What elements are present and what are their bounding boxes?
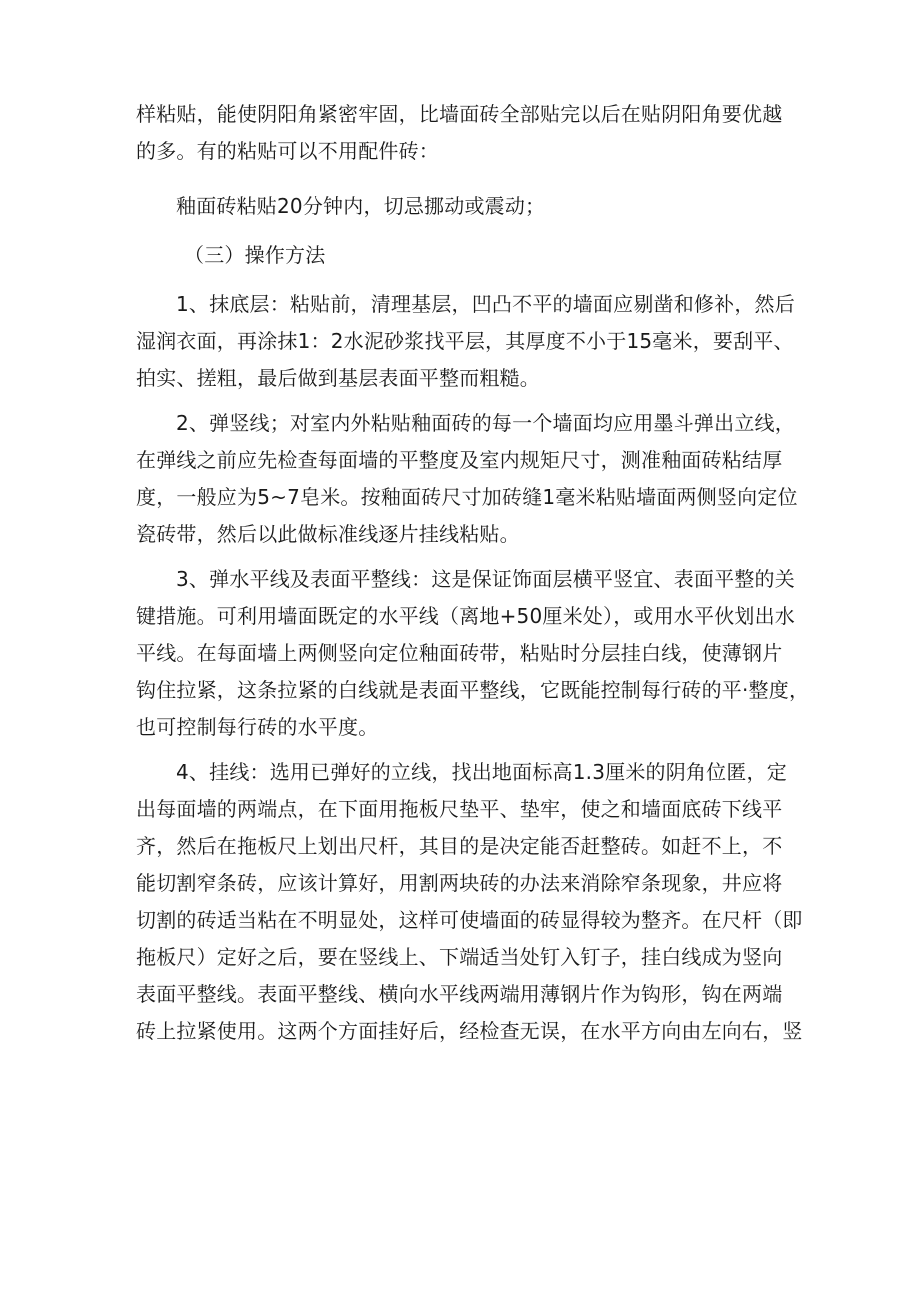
text-line: 齐，然后在拖板尺上划出尺杆，其目的是决定能否赶整砖。如赶不上，不 [136,834,783,858]
text-line: 在弹线之前应先检查每面墙的平整度及室内规矩尺寸，测准釉面砖粘结厚 [136,448,783,472]
paragraph-gap [136,746,792,754]
text-line: 砖上拉紧使用。这两个方面挂好后，经检查无误，在水平方向由左向右，竖 [136,1019,803,1043]
text-line: 湿润衣面，再涂抹1：2水泥砂浆找平层，其厚度不小于15毫米，要刮平、 [136,329,794,353]
paragraph-gap [136,170,792,188]
paragraph-continuation [136,96,792,170]
text-line: 釉面砖粘贴20分钟内，切忌挪动或震动； [176,194,546,218]
text-line: 也可控制每行砖的水平度。 [136,715,379,739]
text-line: 出每面墙的两端点，在下面用拖板尺垫平、垫牢，使之和墙面底砖下线平 [136,797,783,821]
section-heading [136,237,792,274]
text-line: 拖板尺）定好之后，要在竖线上、下端适当处钉入钉子，挂白线成为竖向 [136,945,783,969]
text-line: 表面平整线。表面平整线、横向水平线两端用薄钢片作为钩形，钩在两端 [136,982,783,1006]
paragraph-step-3 [136,561,810,746]
text-line: 瓷砖带，然后以此做标准线逐片挂线粘贴。 [136,522,520,546]
text-line: 3、弹水平线及表面平整线：这是保证饰面层横平竖宜、表面平整的关 [176,567,795,591]
text-line: 度，一般应为5~7皂米。按釉面砖尺寸加砖缝1毫米粘贴墙面两侧竖向定位 [136,485,798,509]
paragraph-gap [136,225,792,237]
paragraph-step-4 [136,754,803,1050]
paragraph-gap [136,397,792,405]
text-line: 的多。有的粘贴可以不用配件砖： [136,139,439,163]
text-line: 4、挂线：选用已弹好的立线，找出地面标高1.3厘米的阴角位匿，定 [176,760,787,784]
text-line: 2、弹竖线；对室内外粘贴釉面砖的每一个墙面均应用墨斗弹出立线， [176,411,795,435]
text-line: 拍实、搓粗，最后做到基层表面平整而粗糙。 [136,366,540,390]
paragraph-step-2 [136,405,798,553]
text-line: 样粘贴，能使阴阳角紧密牢固，比墙面砖全部贴完以后在贴阴阳角要优越 [136,102,783,126]
document-body [136,96,810,1050]
text-line: 能切割窄条砖，应该计算好，用割两块砖的办法来消除窄条现象，井应将 [136,871,783,895]
section-heading-text: （三）操作方法 [184,243,326,267]
text-line: 1、抹底层：粘贴前，清理基层，凹凸不平的墙面应剔凿和修补，然后 [176,292,795,316]
text-line: 平线。在每面墙上两侧竖向定位釉面砖带，粘贴时分层挂白线，使薄钢片 [136,641,783,665]
text-line: 钩住拉紧，这条拉紧的白线就是表面平整线，它既能控制每行砖的平·整度， [136,678,810,702]
text-line: 键措施。可利用墙面既定的水平线（离地+50厘米处），或用水平伙划出水 [136,604,796,628]
paragraph-gap [136,274,792,286]
paragraph-step-1 [136,286,795,397]
paragraph-gap [136,553,792,561]
text-line: 切割的砖适当粘在不明显处，这样可使墙面的砖显得较为整齐。在尺杆（即 [136,908,803,932]
paragraph-glaze-note [136,188,792,225]
